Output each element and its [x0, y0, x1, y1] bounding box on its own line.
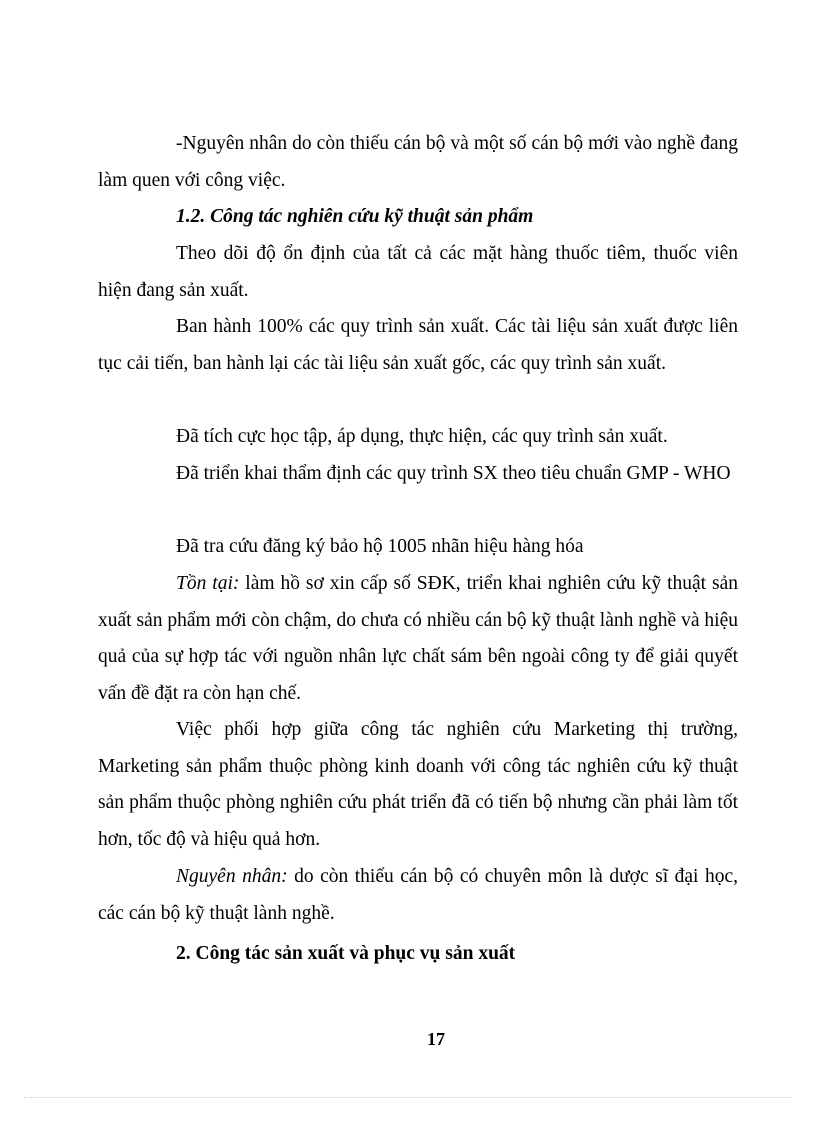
- footer-divider: [24, 1097, 792, 1098]
- paragraph-cause-qualified-staff: Nguyên nhân: do còn thiếu cán bộ có chuyên môn là dược sĩ đại học, các cán bộ kỹ thuật lành nghề.: [98, 866, 739, 924]
- paragraph-procedures-issued: Ban hành 100% các quy trình sản xuất. Các tài liệu sản xuất được liên tục cải tiến, ban hành lại các tài liệu sản xuất gốc, các quy trình sản xuất.: [98, 316, 738, 374]
- paragraph-existing-issues: Tồn tại: làm hồ sơ xin cấp số SĐK, triển khai nghiên cứu kỹ thuật sản xuất sản phẩm mới còn chậm, do chưa có nhiều cán bộ kỹ thuật lành nghề và hiệu quả của sự hợp tác với nguồn nhân lực chất sám bên ngoài công ty để giải quyết vấn đề đặt ra còn hạn chế.: [98, 573, 738, 704]
- page-number: 17: [427, 1029, 445, 1049]
- paragraph-gmp-validation: Đã triển khai thẩm định các quy trình SX theo tiêu chuẩn GMP - WHO: [176, 463, 731, 484]
- paragraph-cause-staff: -Nguyên nhân do còn thiếu cán bộ và một số cán bộ mới vào nghề đang làm quen với công việc.: [98, 133, 738, 191]
- paragraph-stability-monitoring: Theo dõi độ ổn định của tất cả các mặt hàng thuốc tiêm, thuốc viên hiện đang sản xuất.: [98, 243, 738, 301]
- heading-section-2: 2. Công tác sản xuất và phục vụ sản xuất: [176, 943, 516, 964]
- paragraph-active-learning: Đã tích cực học tập, áp dụng, thực hiện, các quy trình sản xuất.: [176, 426, 668, 447]
- paragraph-trademark-registration: Đã tra cứu đăng ký bảo hộ 1005 nhãn hiệu hàng hóa: [176, 536, 584, 557]
- heading-section-1-2: 1.2. Công tác nghiên cứu kỹ thuật sản phẩm: [176, 206, 534, 227]
- paragraph-marketing-coordination: Việc phối hợp giữa công tác nghiên cứu Marketing thị trường, Marketing sản phẩm thuộc phòng kinh doanh với công tác nghiên cứu kỹ thuật sản phẩm thuộc phòng nghiên cứu phát triển đã có tiến bộ nhưng cần phải làm tốt hơn, tốc độ và hiệu quả hơn.: [98, 719, 738, 850]
- label-existing-issues: Tồn tại:: [176, 573, 240, 594]
- label-cause: Nguyên nhân:: [176, 866, 288, 887]
